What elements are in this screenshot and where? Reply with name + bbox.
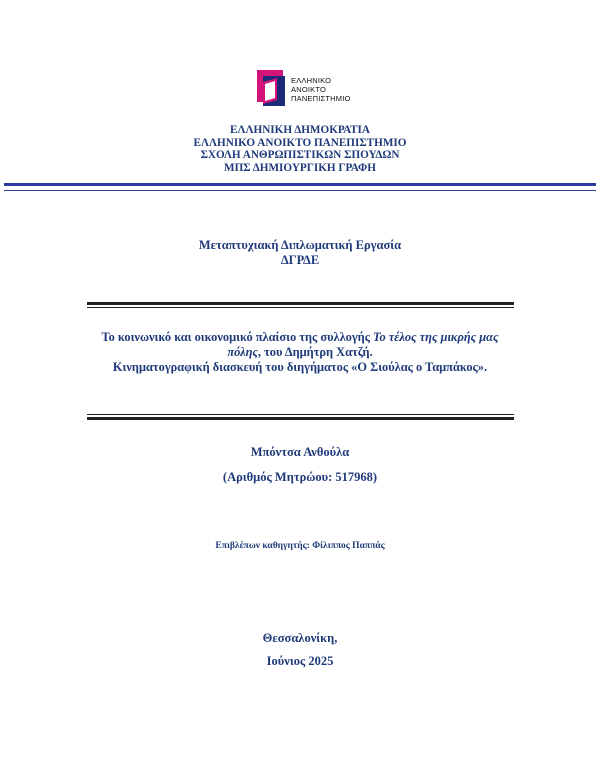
title-part-2: , του Δημήτρη Χατζή.	[257, 345, 373, 360]
institution-line-2: ΕΛΛΗΝΙΚΟ ΑΝΟΙΚΤΟ ΠΑΝΕΠΙΣΤΗΜΙΟ	[193, 136, 407, 149]
date: Ιούνιος 2025	[266, 654, 334, 668]
header-rule-thick	[4, 183, 596, 186]
header-rule-thin	[4, 190, 596, 191]
thesis-type: Μεταπτυχιακή Διπλωματική Εργασία	[198, 238, 402, 252]
logo-line-2: ΑΝΟΙΚΤΟ	[291, 85, 327, 94]
logo-line-1: ΕΛΛΗΝΙΚΟ	[291, 76, 332, 85]
title-book-name: Το τέλος της μικρής μας πόλης	[227, 330, 499, 360]
institution-block	[0, 124, 600, 174]
place: Θεσσαλονίκη,	[262, 631, 338, 645]
title-rule-bottom-thick	[87, 417, 514, 420]
institution-line-4: ΜΠΣ ΔΗΜΙΟΥΡΓΙΚΗ ΓΡΑΦΗ	[224, 161, 376, 174]
title-line-3: Κινηματογραφική διασκευή του διηγήματος «Ο Σιούλας ο Ταμπάκος».	[112, 360, 488, 375]
author-name: Μπόντσα Ανθούλα	[250, 445, 350, 459]
institution-line-1: ΕΛΛΗΝΙΚΗ ΔΗΜΟΚΡΑΤΙΑ	[230, 124, 370, 136]
title-part-1: Το κοινωνικό και οικονομικό πλαίσιο της συλλογής	[101, 330, 374, 344]
logo-text	[291, 76, 351, 103]
supervisor: Επιβλέπων καθηγητής: Φίλιππος Παππάς	[215, 541, 385, 551]
logo-line-3: ΠΑΝΕΠΙΣΤΗΜΙΟ	[291, 94, 351, 103]
thesis-code: ΔΓΡΔΕ	[280, 253, 320, 267]
title-rule-bottom-thin	[87, 414, 514, 415]
thesis-type-block	[0, 238, 600, 268]
university-logo-icon	[255, 68, 287, 108]
university-logo	[255, 68, 365, 110]
title-rule-top-thick	[87, 302, 514, 305]
institution-line-3: ΣΧΟΛΗ ΑΝΘΡΩΠΙΣΤΙΚΩΝ ΣΠΟΥΔΩΝ	[200, 149, 400, 162]
thesis-title	[100, 330, 500, 376]
registration-number: (Αριθμός Μητρώου: 517968)	[222, 470, 378, 484]
title-rule-top-thin	[87, 307, 514, 308]
